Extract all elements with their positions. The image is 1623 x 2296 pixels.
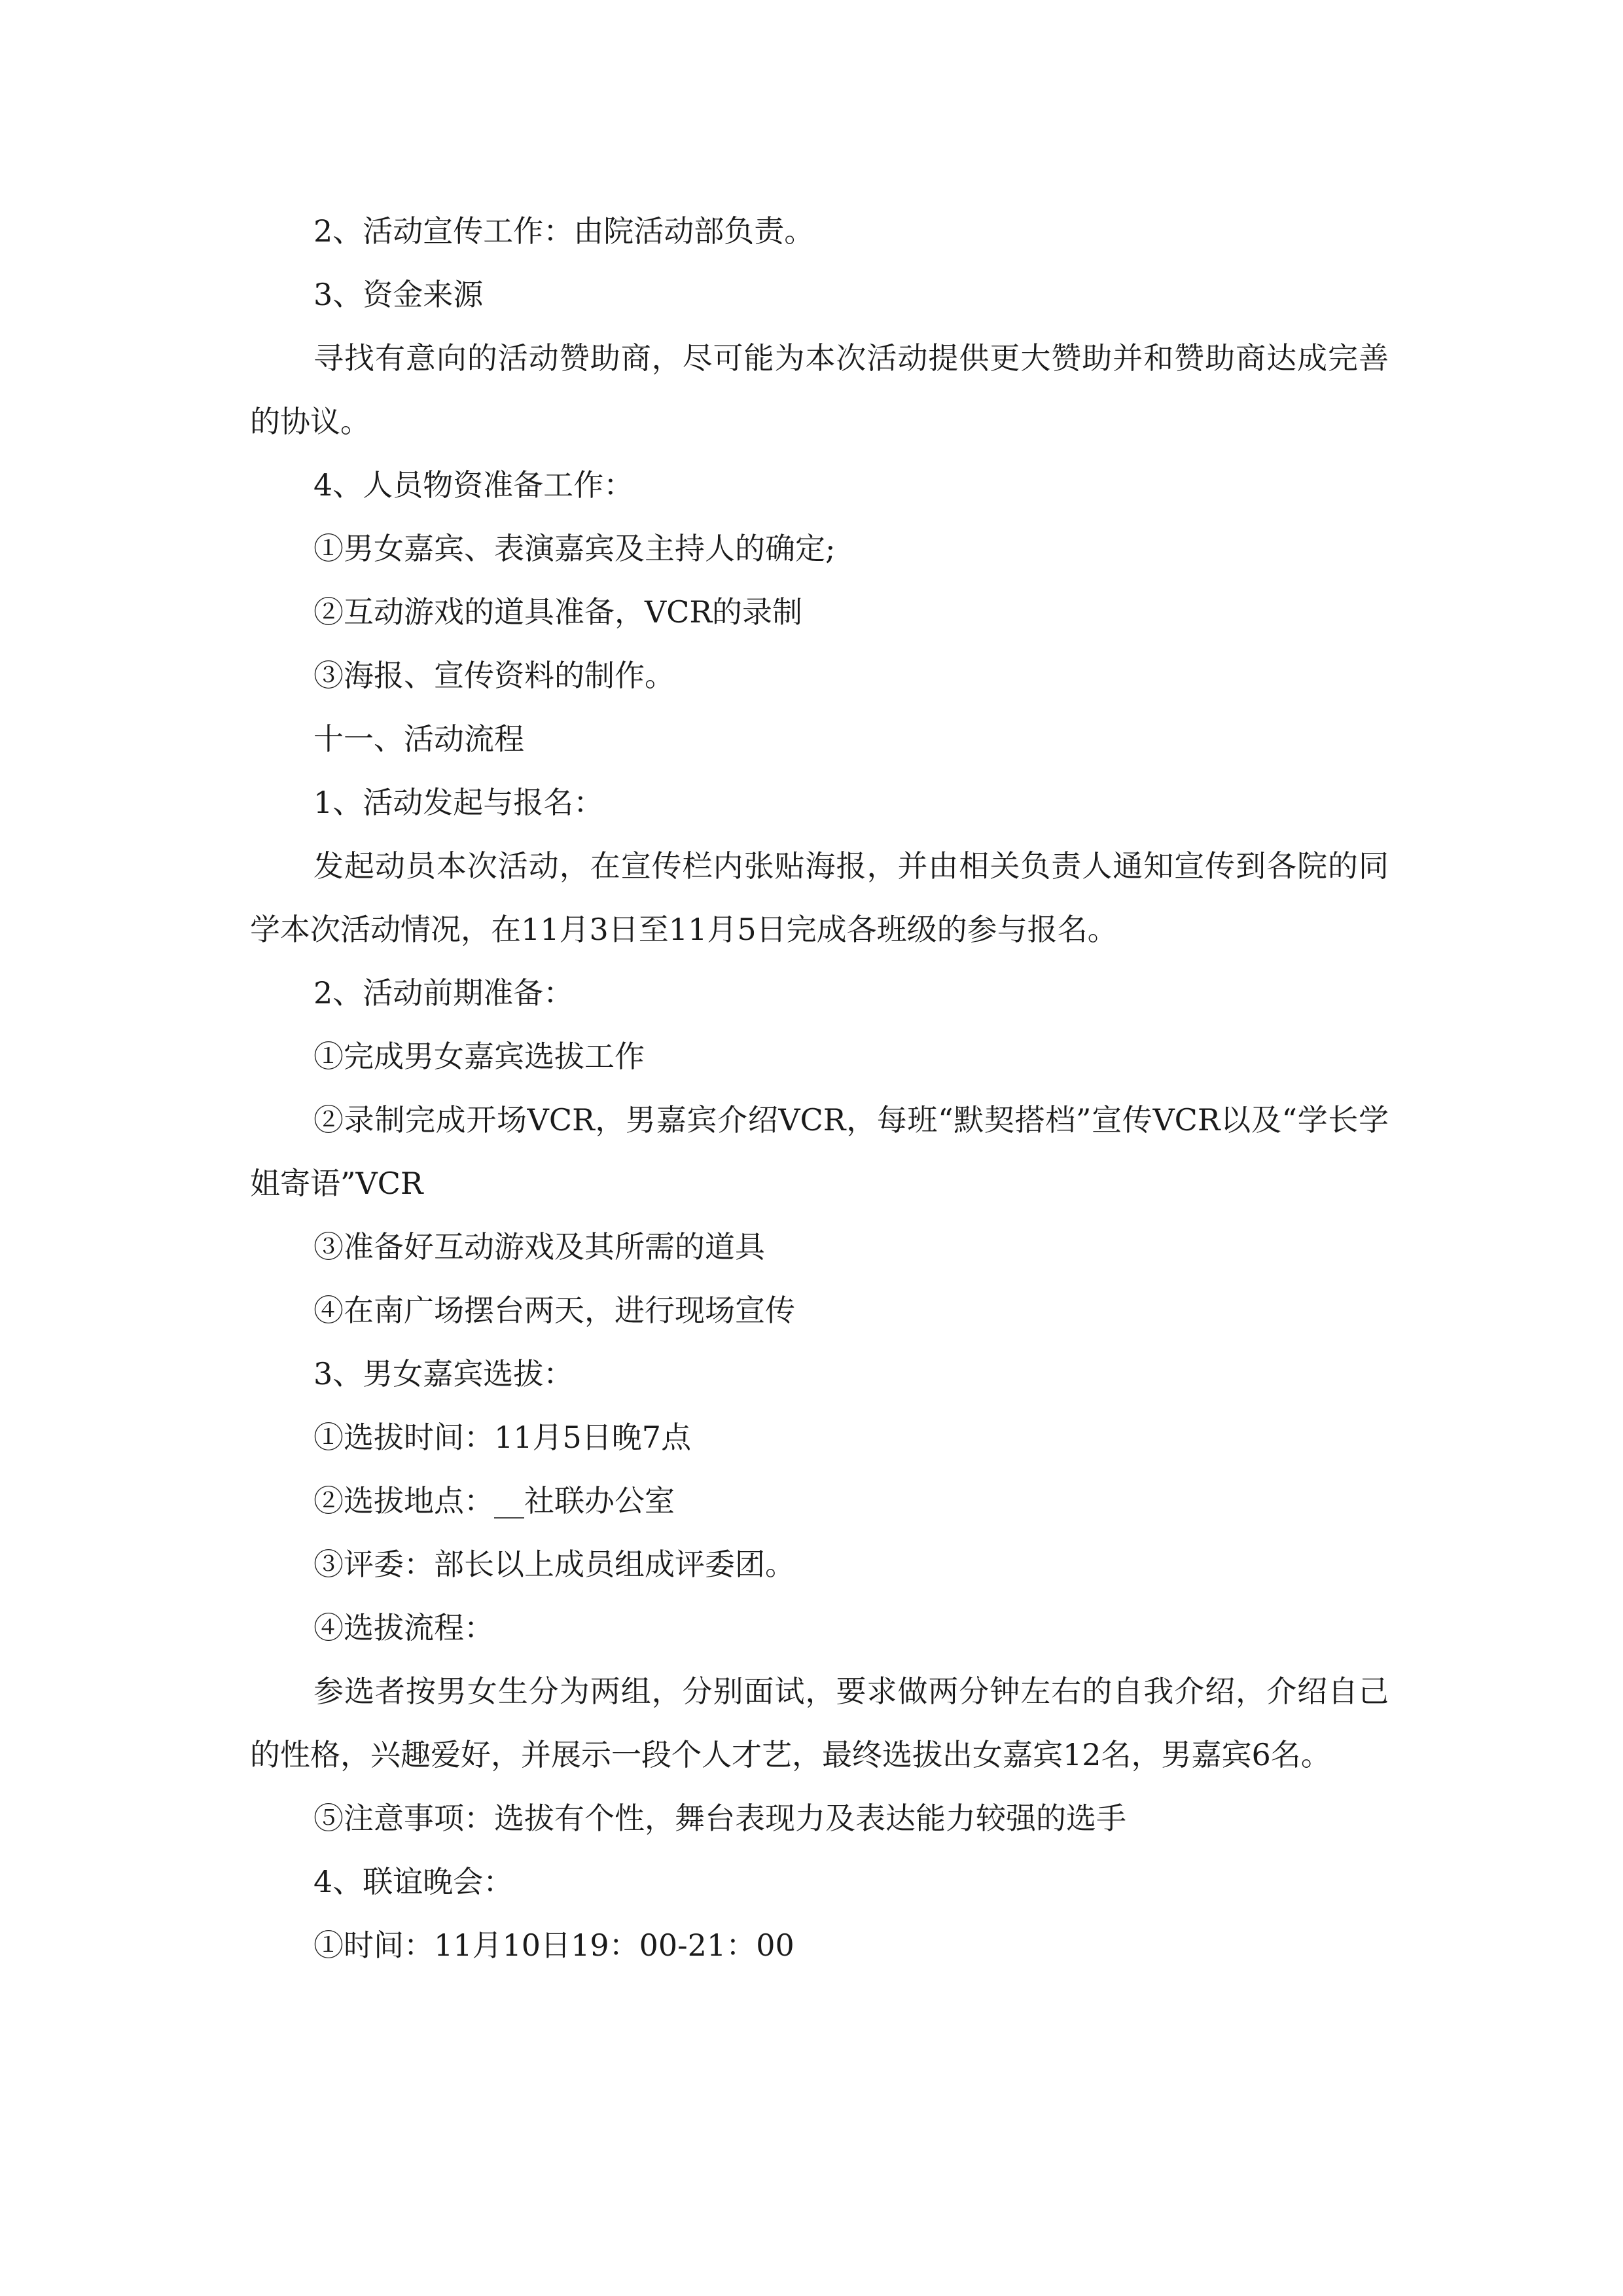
list-item-guests: ①男女嘉宾、表演嘉宾及主持人的确定; bbox=[313, 531, 836, 566]
section-heading-process: 十一、活动流程 bbox=[313, 721, 524, 757]
heading-funding-source: 3、资金来源 bbox=[313, 277, 484, 312]
list-item-selection-time: ①选拔时间：11月5日晚7点 bbox=[313, 1420, 692, 1455]
heading-launch-registration: 1、活动发起与报名： bbox=[313, 785, 604, 820]
heading-staff-materials: 4、人员物资准备工作： bbox=[313, 467, 634, 503]
list-item-onsite-promo: ④在南广场摆台两天，进行现场宣传 bbox=[313, 1293, 795, 1328]
paragraph-sponsors: 寻找有意向的活动赞助商，尽可能为本次活动提供更大赞助并和赞助商达成完善的协议。 bbox=[250, 340, 1389, 439]
paragraph-publicity-work: 2、活动宣传工作：由院活动部负责。 bbox=[313, 213, 815, 249]
document-body bbox=[250, 200, 1389, 1977]
list-item-selection-place: ②选拔地点：__社联办公室 bbox=[313, 1483, 675, 1518]
list-item-judges: ③评委：部长以上成员组成评委团。 bbox=[313, 1547, 795, 1582]
list-item-props-vcr: ②互动游戏的道具准备，VCR的录制 bbox=[313, 594, 803, 630]
heading-party: 4、联谊晚会： bbox=[313, 1864, 514, 1899]
list-item-record-vcr: ②录制完成开场VCR，男嘉宾介绍VCR，每班“默契搭档”宣传VCR以及“学长学姐寄语”VCR bbox=[250, 1102, 1389, 1201]
paragraph-registration: 发起动员本次活动，在宣传栏内张贴海报，并由相关负责人通知宣传到各院的同学本次活动情况，在11月3日至11月5日完成各班级的参与报名。 bbox=[250, 848, 1389, 947]
list-item-game-props: ③准备好互动游戏及其所需的道具 bbox=[313, 1229, 765, 1265]
heading-preparation: 2、活动前期准备： bbox=[313, 975, 574, 1011]
list-item-selection-work: ①完成男女嘉宾选拔工作 bbox=[313, 1039, 645, 1074]
paragraph-selection-details: 参选者按男女生分为两组，分别面试，要求做两分钟左右的自我介绍，介绍自己的性格，兴趣爱好，并展示一段个人才艺，最终选拔出女嘉宾12名，男嘉宾6名。 bbox=[250, 1674, 1389, 1772]
list-item-notes: ⑤注意事项：选拔有个性，舞台表现力及表达能力较强的选手 bbox=[313, 1801, 1126, 1836]
list-item-posters: ③海报、宣传资料的制作。 bbox=[313, 658, 675, 693]
list-item-party-time: ①时间：11月10日19：00-21：00 bbox=[313, 1928, 794, 1963]
list-item-selection-process: ④选拔流程： bbox=[313, 1610, 494, 1645]
heading-guest-selection: 3、男女嘉宾选拔： bbox=[313, 1356, 574, 1391]
